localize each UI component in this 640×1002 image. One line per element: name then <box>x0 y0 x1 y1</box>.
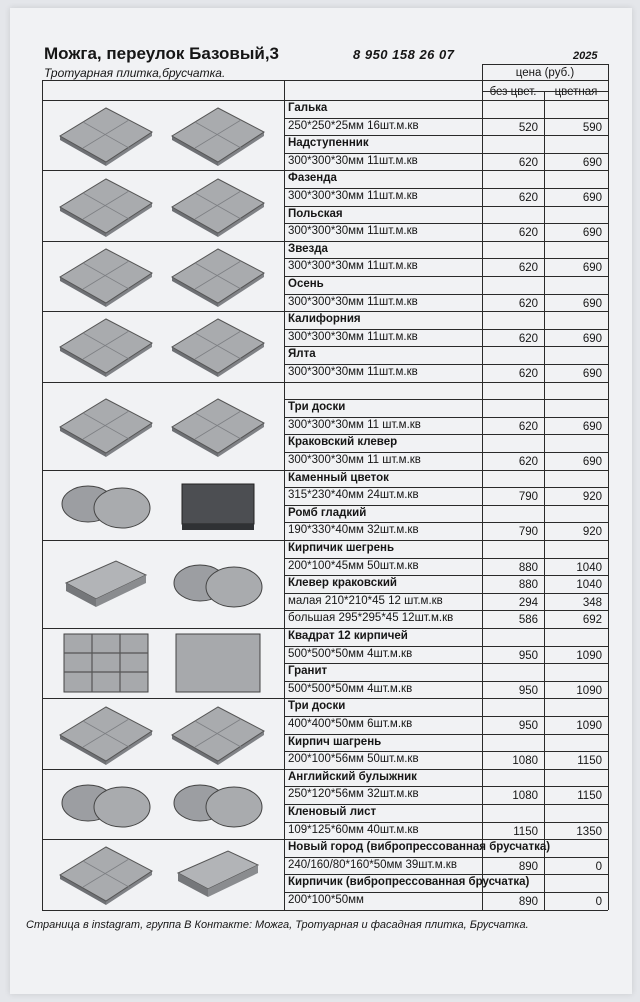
price-color: 690 <box>582 297 602 310</box>
page-subtitle: Тротуарная плитка,брусчатка. <box>44 66 226 80</box>
product-size: 240/160/80*160*50мм 39шт.м.кв <box>288 858 457 871</box>
grid-line <box>42 910 608 911</box>
slab-tile-image <box>168 175 268 237</box>
product-name: Английский булыжник <box>288 770 417 783</box>
clover2-tile-image <box>168 553 268 615</box>
price-color: 0 <box>595 860 602 873</box>
price-color: 1090 <box>576 684 602 697</box>
product-name: Калифорния <box>288 313 361 326</box>
product-name: Осень <box>288 278 324 290</box>
grid-line <box>42 80 608 81</box>
product-name: Квадрат 12 кирпичей <box>288 630 408 642</box>
product-size: большая 295*295*45 12шт.м.кв <box>288 612 454 625</box>
price-no-color: 520 <box>518 121 538 134</box>
star-tile-image <box>56 245 156 307</box>
leaf-tile-image <box>168 773 268 835</box>
product-size: 109*125*60мм 40шт.м.кв <box>288 823 419 836</box>
price-color: 1150 <box>577 790 602 803</box>
granite-tile-image <box>168 632 268 694</box>
price-color: 690 <box>582 192 602 204</box>
cal-tile-image <box>56 315 156 377</box>
product-size: 315*230*40мм 24шт.м.кв <box>288 489 419 502</box>
price-color: 590 <box>582 121 602 134</box>
price-no-color: 880 <box>518 561 538 574</box>
cobble-tile-image <box>56 773 156 835</box>
product-size: 400*400*50мм 6шт.м.кв <box>288 718 413 730</box>
product-size: 300*300*30мм 11шт.м.кв <box>288 190 418 202</box>
product-size: 300*300*30мм 11шт.м.кв <box>288 295 418 308</box>
page-title: Можга, переулок Базовый,3 <box>44 44 280 63</box>
price-no-color: 620 <box>518 332 538 345</box>
price-color: 690 <box>582 368 602 380</box>
price-no-color: 1080 <box>512 790 538 803</box>
yalta-tile-image <box>168 315 268 377</box>
product-size: 200*100*45мм 50шт.м.кв <box>288 559 419 572</box>
product-size: малая 210*210*45 12 шт.м.кв <box>288 594 443 607</box>
price-no-color: 950 <box>518 720 538 732</box>
price-no-color: 620 <box>518 368 538 380</box>
product-name: Ромб гладкий <box>288 506 367 519</box>
price-no-color: 1080 <box>512 755 538 768</box>
product-name: Клевер краковский <box>288 577 397 590</box>
product-size: 250*250*25мм 16шт.м.кв <box>288 119 419 132</box>
price-color: 1350 <box>576 825 602 838</box>
grid-line <box>42 382 608 383</box>
clover-tile-image <box>168 395 268 457</box>
product-name: Галька <box>288 102 328 114</box>
price-color: 0 <box>595 896 602 908</box>
rhomb-tile-image <box>168 474 268 536</box>
footer-note: Страница в instagram, группа В Контакте: Можга, Тротуарная и фасадная плитка, Брусчатка. <box>26 919 529 931</box>
price-no-color: 620 <box>518 297 538 310</box>
price-color: 1090 <box>576 649 602 662</box>
price-no-color: 620 <box>518 456 538 468</box>
product-name: Польская <box>288 207 343 220</box>
header-price-group: цена (руб.) <box>515 67 575 79</box>
product-size: 300*300*30мм 11 шт.м.кв <box>288 454 421 466</box>
price-color: 692 <box>582 614 602 627</box>
price-no-color: 586 <box>518 614 538 627</box>
product-size: 300*300*30мм 11шт.м.кв <box>288 225 418 238</box>
product-size: 500*500*50мм 4шт.м.кв <box>288 647 413 660</box>
price-no-color: 620 <box>518 420 538 433</box>
price-color: 690 <box>582 156 602 169</box>
price-color: 690 <box>582 227 602 240</box>
price-no-color: 790 <box>518 491 538 504</box>
price-color: 1150 <box>577 755 602 768</box>
brick-tile-image <box>56 553 156 615</box>
header-no-color: без цвет. <box>489 86 537 98</box>
product-name: Новый город (вибропрессованная брусчатка) <box>288 841 551 854</box>
stones-tile-image <box>56 474 156 536</box>
board3-tile-image <box>56 703 156 765</box>
product-size: 250*120*56мм 32шт.м.кв <box>288 788 419 801</box>
year-label: 2025 <box>573 50 598 62</box>
price-color: 348 <box>582 596 602 609</box>
step-tile-image <box>168 104 268 166</box>
price-color: 920 <box>582 491 602 504</box>
product-name: Фазенда <box>288 172 337 185</box>
price-no-color: 880 <box>518 579 538 592</box>
product-name: Три доски <box>288 401 346 414</box>
product-name: Надступенник <box>288 137 369 150</box>
price-no-color: 620 <box>518 192 538 204</box>
product-size: 300*300*30мм 11шт.м.кв <box>288 366 418 378</box>
price-color: 920 <box>582 526 602 539</box>
product-name: Кирпичик (вибропрессованная брусчатка) <box>288 876 530 889</box>
price-no-color: 1150 <box>513 825 538 838</box>
price-no-color: 890 <box>518 896 538 908</box>
product-size: 300*300*30мм 11шт.м.кв <box>288 260 418 273</box>
diag-tile-image <box>56 175 156 237</box>
product-name: Кирпич шагрень <box>288 735 382 748</box>
price-no-color: 620 <box>518 262 538 275</box>
quad12-tile-image <box>56 632 156 694</box>
product-size: 190*330*40мм 32шт.м.кв <box>288 524 419 537</box>
product-size: 200*100*56мм 50шт.м.кв <box>288 753 419 766</box>
grid-line <box>482 91 608 92</box>
price-no-color: 890 <box>518 860 538 873</box>
price-color: 690 <box>582 262 602 275</box>
price-no-color: 950 <box>518 649 538 662</box>
price-color: 690 <box>582 332 602 345</box>
product-name: Кирпичик шегрень <box>288 542 395 554</box>
pebble-tile-image <box>56 104 156 166</box>
price-no-color: 950 <box>518 684 538 697</box>
grid-line <box>608 64 609 910</box>
price-no-color: 620 <box>518 227 538 240</box>
planks4-tile-image <box>168 245 268 307</box>
price-color: 690 <box>582 420 602 433</box>
product-name: Краковский клевер <box>288 436 398 449</box>
grid-line <box>482 64 608 65</box>
shagren-tile-image <box>168 703 268 765</box>
price-color: 1040 <box>576 579 602 592</box>
grid-line <box>284 80 285 910</box>
city-tile-image <box>56 843 156 905</box>
price-color: 1040 <box>576 561 602 574</box>
product-name: Ялта <box>288 348 316 361</box>
price-color: 1090 <box>576 720 602 732</box>
grid-line <box>42 80 43 910</box>
bricks-tile-image <box>168 843 268 905</box>
product-name: Кленовый лист <box>288 806 377 818</box>
product-size: 300*300*30мм 11шт.м.кв <box>288 154 418 167</box>
product-name: Три доски <box>288 700 346 713</box>
product-name: Гранит <box>288 665 328 678</box>
product-name: Каменный цветок <box>288 471 389 484</box>
header-color: цветная <box>554 86 598 98</box>
price-color: 690 <box>582 456 602 468</box>
product-size: 300*300*30мм 11шт.м.кв <box>288 330 418 343</box>
wood-tile-image <box>56 395 156 457</box>
product-name: Звезда <box>288 242 328 255</box>
product-size: 500*500*50мм 4шт.м.кв <box>288 682 413 695</box>
phone-number: 8 950 158 26 07 <box>353 47 455 62</box>
price-no-color: 790 <box>518 526 538 539</box>
price-no-color: 294 <box>518 596 538 609</box>
product-size: 200*100*50мм <box>288 894 364 906</box>
product-size: 300*300*30мм 11 шт.м.кв <box>288 418 421 431</box>
price-no-color: 620 <box>518 156 538 169</box>
